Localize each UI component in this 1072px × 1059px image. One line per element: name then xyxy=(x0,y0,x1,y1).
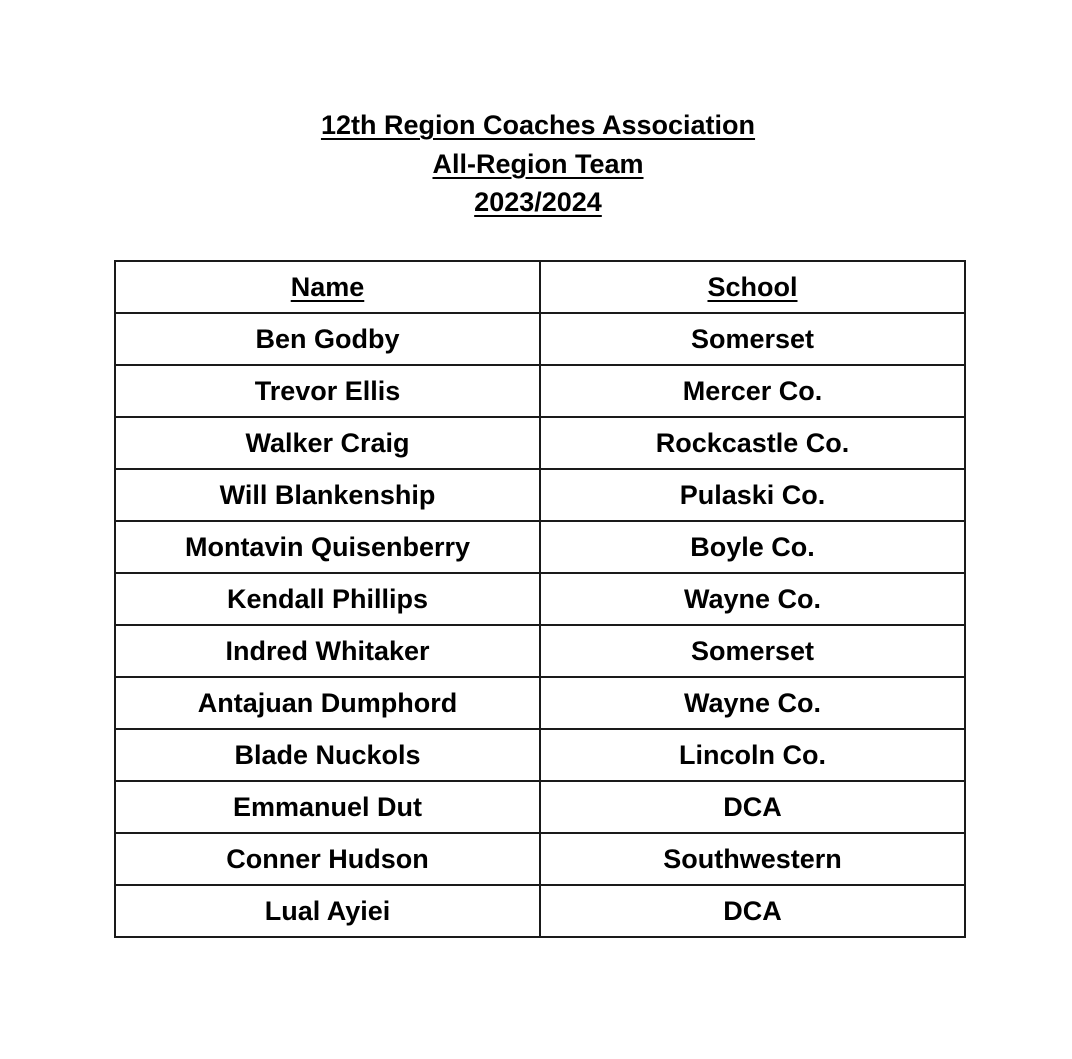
player-school: Mercer Co. xyxy=(540,365,965,417)
player-name: Lual Ayiei xyxy=(115,885,540,937)
table-row xyxy=(115,313,965,365)
player-name: Will Blankenship xyxy=(115,469,540,521)
title-association: 12th Region Coaches Association xyxy=(320,110,756,140)
table-row xyxy=(115,417,965,469)
player-name: Kendall Phillips xyxy=(115,573,540,625)
header-name: Name xyxy=(115,261,540,313)
player-name: Montavin Quisenberry xyxy=(115,521,540,573)
table-row xyxy=(115,365,965,417)
table-row xyxy=(115,729,965,781)
table-row xyxy=(115,781,965,833)
player-name: Ben Godby xyxy=(115,313,540,365)
player-name: Blade Nuckols xyxy=(115,729,540,781)
all-region-table xyxy=(114,260,966,938)
player-school: Boyle Co. xyxy=(540,521,965,573)
player-name: Emmanuel Dut xyxy=(115,781,540,833)
player-name: Indred Whitaker xyxy=(115,625,540,677)
player-name: Walker Craig xyxy=(115,417,540,469)
player-school: Rockcastle Co. xyxy=(540,417,965,469)
table-row xyxy=(115,469,965,521)
player-name: Trevor Ellis xyxy=(115,365,540,417)
player-school: DCA xyxy=(540,781,965,833)
player-school: DCA xyxy=(540,885,965,937)
table-row xyxy=(115,625,965,677)
player-school: Wayne Co. xyxy=(540,573,965,625)
title-team: All-Region Team xyxy=(432,148,644,179)
player-name: Conner Hudson xyxy=(115,833,540,885)
player-school: Somerset xyxy=(540,313,965,365)
player-school: Southwestern xyxy=(540,833,965,885)
player-school: Somerset xyxy=(540,625,965,677)
table-row xyxy=(115,833,965,885)
player-school: Pulaski Co. xyxy=(540,469,965,521)
header-school: School xyxy=(540,261,965,313)
player-school: Lincoln Co. xyxy=(540,729,965,781)
player-school: Wayne Co. xyxy=(540,677,965,729)
table-header-row xyxy=(115,261,965,313)
title-season: 2023/2024 xyxy=(474,187,602,217)
document-title xyxy=(0,106,1072,222)
player-name: Antajuan Dumphord xyxy=(115,677,540,729)
table-row xyxy=(115,573,965,625)
table-row xyxy=(115,521,965,573)
table-row xyxy=(115,677,965,729)
table-row xyxy=(115,885,965,937)
